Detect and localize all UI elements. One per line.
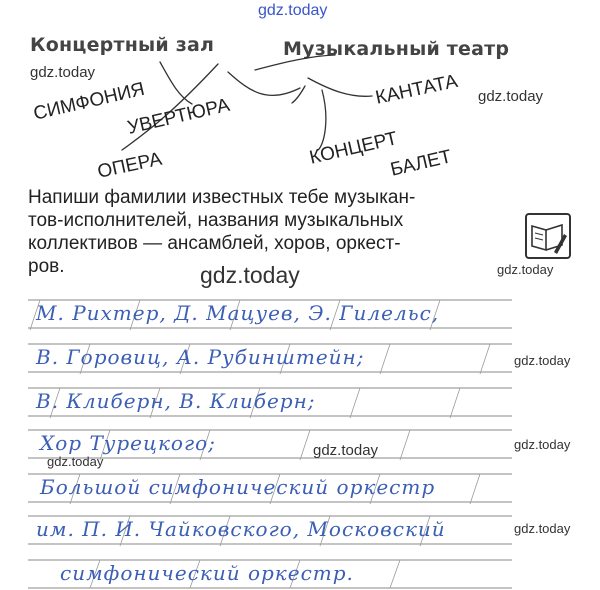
watermark: gdz.today [514, 353, 571, 368]
watermark: gdz.today [478, 88, 544, 105]
answer-line: симфонический оркестр. [60, 561, 354, 585]
answer-line: Хор Турецкого; [40, 431, 216, 455]
answer-line: Большой симфонический оркестр [40, 475, 436, 499]
slant-line [470, 474, 480, 504]
answer-line: М. Рихтер, Д. Мацуев, Э. Гилельс, [36, 301, 440, 325]
watermark: gdz.today [258, 2, 328, 19]
task-line: коллективов — ансамблей, хоров, оркест- [28, 233, 401, 254]
word-overture: УВЕРТЮРА [125, 94, 232, 139]
answer-line: В. Горовиц, А. Рубинштейн; [36, 345, 365, 369]
watermark: gdz.today [47, 454, 104, 469]
answer-line: им. П. И. Чайковского, Московский [36, 517, 446, 541]
slant-line [400, 430, 410, 460]
heading-concert-hall: Концертный зал [30, 34, 215, 56]
watermark: gdz.today [313, 442, 379, 459]
slant-line [300, 430, 310, 460]
watermark: gdz.today [200, 262, 300, 288]
word-concert: КОНЦЕРТ [307, 128, 400, 169]
task-line: Напиши фамилии известных тебе музыкан- [28, 187, 416, 208]
slant-line [380, 344, 390, 374]
slant-line [450, 388, 460, 418]
watermark: gdz.today [514, 437, 571, 452]
word-opera: ОПЕРА [95, 148, 164, 183]
slant-line [390, 560, 400, 588]
task-line: ров. [28, 256, 65, 277]
answer-line: В. Клиберн, В. Клиберн; [36, 389, 316, 413]
word-ballet: БАЛЕТ [388, 146, 454, 181]
slant-line [480, 344, 490, 374]
watermark: gdz.today [30, 64, 96, 81]
watermark: gdz.today [497, 262, 554, 277]
task-line: тов-исполнителей, названия музыкальных [28, 210, 404, 231]
heading-music-theatre: Музыкальный театр [283, 38, 510, 60]
watermark: gdz.today [514, 521, 571, 536]
slant-line [350, 388, 360, 418]
word-cantata: КАНТАТА [373, 70, 460, 109]
word-symphony: СИМФОНИЯ [31, 78, 147, 125]
